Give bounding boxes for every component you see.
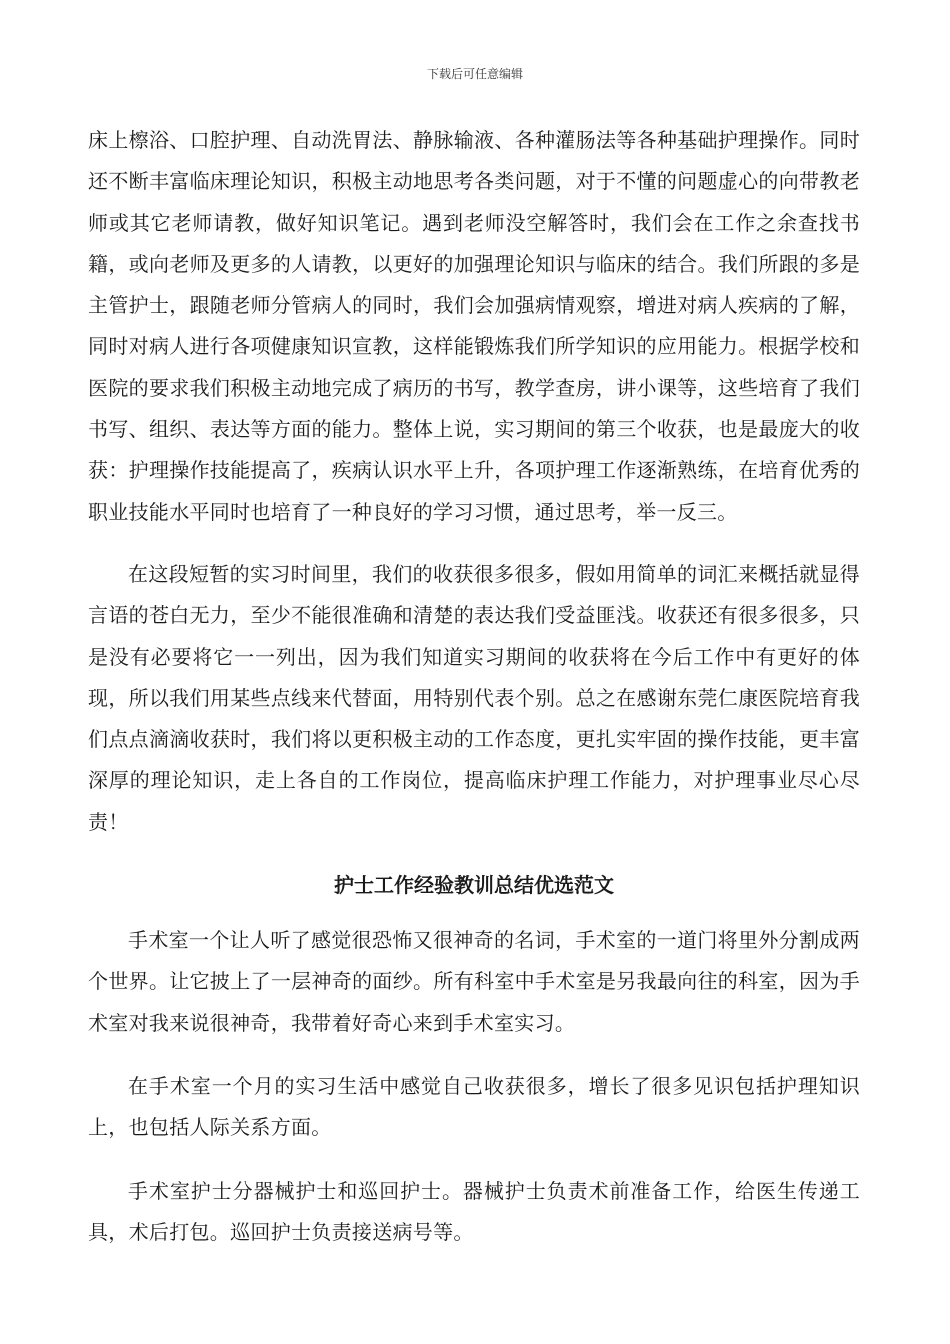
paragraph-harvest-summary: 在这段短暂的实习时间里，我们的收获很多很多，假如用简单的词汇来概括就显得言语的苍白无力，至少不能很准确和清楚的表达我们受益匪浅。收获还有很多很多，只是没有必要将它一一列出，因为我们知道实习期间的收获将在今后工作中有更好的体现，所以我们用某些点线来代替面，用特别代表个别。总之在感谢东莞仁康医院培育我们点点滴滴收获时，我们将以更积极主动的工作态度，更扎实牢固的操作技能，更丰富深厚的理论知识，走上各自的工作岗位，提高临床护理工作能力，对护理事业尽心尽责！ bbox=[88, 561, 860, 834]
header-note: 下载后可任意编辑 bbox=[426, 67, 523, 81]
paragraph-operating-room-intro: 手术室一个让人听了感觉很恐怖又很神奇的名词，手术室的一道门将里外分割成两个世界。让它披上了一层神奇的面纱。所有科室中手术室是另我最向往的科室，因为手术室对我来说很神奇，我带着好奇心来到手术室实习。 bbox=[88, 928, 860, 1035]
section-title: 护士工作经验教训总结优选范文 bbox=[334, 873, 614, 898]
paragraph-nurse-roles: 手术室护士分器械护士和巡回护士。器械护士负责术前准备工作，给医生传递工具，术后打包。巡回护士负责接送病号等。 bbox=[88, 1178, 860, 1244]
paragraph-continuation: 床上檫浴、口腔护理、自动洗胃法、静脉输液、各种灌肠法等各种基础护理操作。同时还不断丰富临床理论知识，积极主动地思考各类问题，对于不懂的问题虚心的向带教老师或其它老师请教，做好知识笔记。遇到老师没空解答时，我们会在工作之余查找书籍，或向老师及更多的人请教，以更好的加强理论知识与临床的结合。我们所跟的多是主管护士，跟随老师分管病人的同时，我们会加强病情观察，增进对病人疾病的了解，同时对病人进行各项健康知识宣教，这样能锻炼我们所学知识的应用能力。根据学校和医院的要求我们积极主动地完成了病历的书写，教学查房，讲小课等，这些培育了我们书写、组织、表达等方面的能力。整体上说，实习期间的第三个收获，也是最庞大的收获：护理操作技能提高了，疾病认识水平上升，各项护理工作逐渐熟练，在培育优秀的职业技能水平同时也培育了一种良好的学习习惯，通过思考，举一反三。 bbox=[88, 128, 860, 524]
paragraph-operating-room-month: 在手术室一个月的实习生活中感觉自己收获很多，增长了很多见识包括护理知识上，也包括人际关系方面。 bbox=[88, 1073, 860, 1140]
document-body bbox=[88, 120, 860, 1253]
